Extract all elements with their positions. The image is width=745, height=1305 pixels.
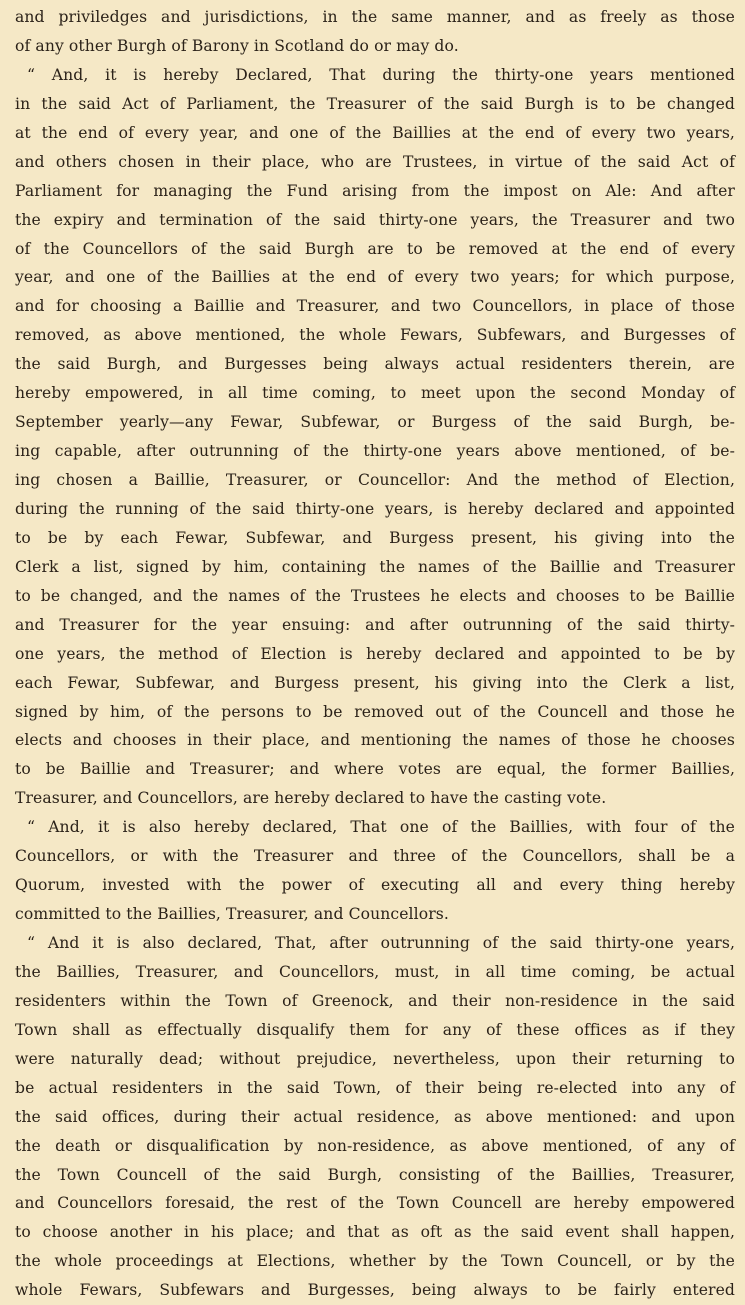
text-line: each Fewar, Subfewar, and Burgess present, his giving into the Clerk a list, (15, 673, 735, 692)
text-line: the whole proceedings at Elections, whether by the Town Councell, or by the (15, 1252, 735, 1271)
paragraph (15, 61, 735, 813)
text-line: the said offices, during their actual residence, as above mentioned: and upon (15, 1107, 735, 1126)
text-line: and priviledges and jurisdictions, in the same manner, and as freely as those (15, 8, 735, 26)
text-line: committed to the Baillies, Treasurer, and Councellors. (15, 905, 449, 924)
document-page (15, 3, 735, 1305)
text-line: whole Fewars, Subfewars and Burgesses, being always to be fairly entered (15, 1281, 735, 1300)
text-line: Councellors, or with the Treasurer and three of the Councellors, shall be a (15, 847, 735, 866)
text-line: the death or disqualification by non-residence, as above mentioned, of any of (15, 1136, 735, 1155)
text-line: and Councellors foresaid, the rest of the Town Councell are hereby empowered (15, 1194, 735, 1213)
text-line: be actual residenters in the said Town, of their being re-elected into any of (15, 1078, 735, 1097)
text-line: the Town Councell of the said Burgh, consisting of the Baillies, Treasurer, (15, 1165, 735, 1184)
text-line: residenters within the Town of Greenock, and their non-residence in the said (15, 991, 735, 1010)
paragraph (15, 813, 735, 929)
text-line: ing chosen a Baillie, Treasurer, or Councellor: And the method of Election, (15, 471, 735, 489)
text-line: Clerk a list, signed by him, containing the names of the Baillie and Treasurer (15, 557, 735, 576)
text-line: Town shall as effectually disqualify them for any of these offices as if they (15, 1020, 735, 1039)
text-line: Parliament for managing the Fund arising from the impost on Ale: And after (15, 181, 735, 200)
text-line: to choose another in his place; and that as oft as the said event shall happen, (15, 1223, 735, 1242)
text-line: the Baillies, Treasurer, and Councellors, must, in all time coming, be actual (15, 962, 735, 981)
paragraph (15, 3, 735, 61)
paragraph (15, 929, 735, 1305)
text-line: were naturally dead; without prejudice, nevertheless, upon their returning to (15, 1049, 735, 1068)
text-line: at the end of every year, and one of the Baillies at the end of every two years, (15, 123, 735, 142)
text-line: ing capable, after outrunning of the thirty-one years above mentioned, of be- (15, 442, 735, 461)
text-line: of the Councellors of the said Burgh are to be removed at the end of every (15, 239, 735, 258)
text-line: and for choosing a Baillie and Treasurer, and two Councellors, in place of those (15, 297, 735, 316)
text-line: in the said Act of Parliament, the Treasurer of the said Burgh is to be changed (15, 94, 735, 113)
text-line: elects and chooses in their place, and mentioning the names of those he chooses (15, 731, 735, 750)
text-line: year, and one of the Baillies at the end of every two years; for which purpose, (15, 268, 735, 287)
text-line: to be by each Fewar, Subfewar, and Burgess present, his giving into the (15, 528, 735, 547)
text-line: removed, as above mentioned, the whole Fewars, Subfewars, and Burgesses of (15, 326, 735, 345)
text-line: “ And it is also declared, That, after outrunning of the said thirty-one years, (27, 934, 735, 952)
text-line: to be Baillie and Treasurer; and where votes are equal, the former Baillies, (15, 760, 735, 779)
text-line: hereby empowered, in all time coming, to meet upon the second Monday of (15, 384, 735, 403)
text-line: the said Burgh, and Burgesses being always actual residenters therein, are (15, 355, 735, 374)
text-line: of any other Burgh of Barony in Scotland do or may do. (15, 36, 459, 55)
text-line: September yearly—any Fewar, Subfewar, or Burgess of the said Burgh, be- (15, 413, 735, 432)
text-line: to be changed, and the names of the Trustees he elects and chooses to be Baillie (15, 586, 735, 605)
text-line: “ And, it is hereby Declared, That during the thirty-one years mentioned (27, 65, 735, 84)
text-line: signed by him, of the persons to be removed out of the Councell and those he (15, 702, 735, 721)
text-line: one years, the method of Election is hereby declared and appointed to be by (15, 644, 735, 663)
text-line: and Treasurer for the year ensuing: and after outrunning of the said thirty- (15, 615, 735, 634)
text-line: Quorum, invested with the power of executing all and every thing hereby (15, 876, 735, 895)
text-line: during the running of the said thirty-one years, is hereby declared and appointed (15, 499, 735, 518)
text-line: Treasurer, and Councellors, are hereby declared to have the casting vote. (15, 789, 607, 808)
text-line: “ And, it is also hereby declared, That one of the Baillies, with four of the (27, 818, 735, 837)
text-line: and others chosen in their place, who are Trustees, in virtue of the said Act of (15, 152, 735, 171)
text-line: the expiry and termination of the said thirty-one years, the Treasurer and two (15, 210, 735, 229)
